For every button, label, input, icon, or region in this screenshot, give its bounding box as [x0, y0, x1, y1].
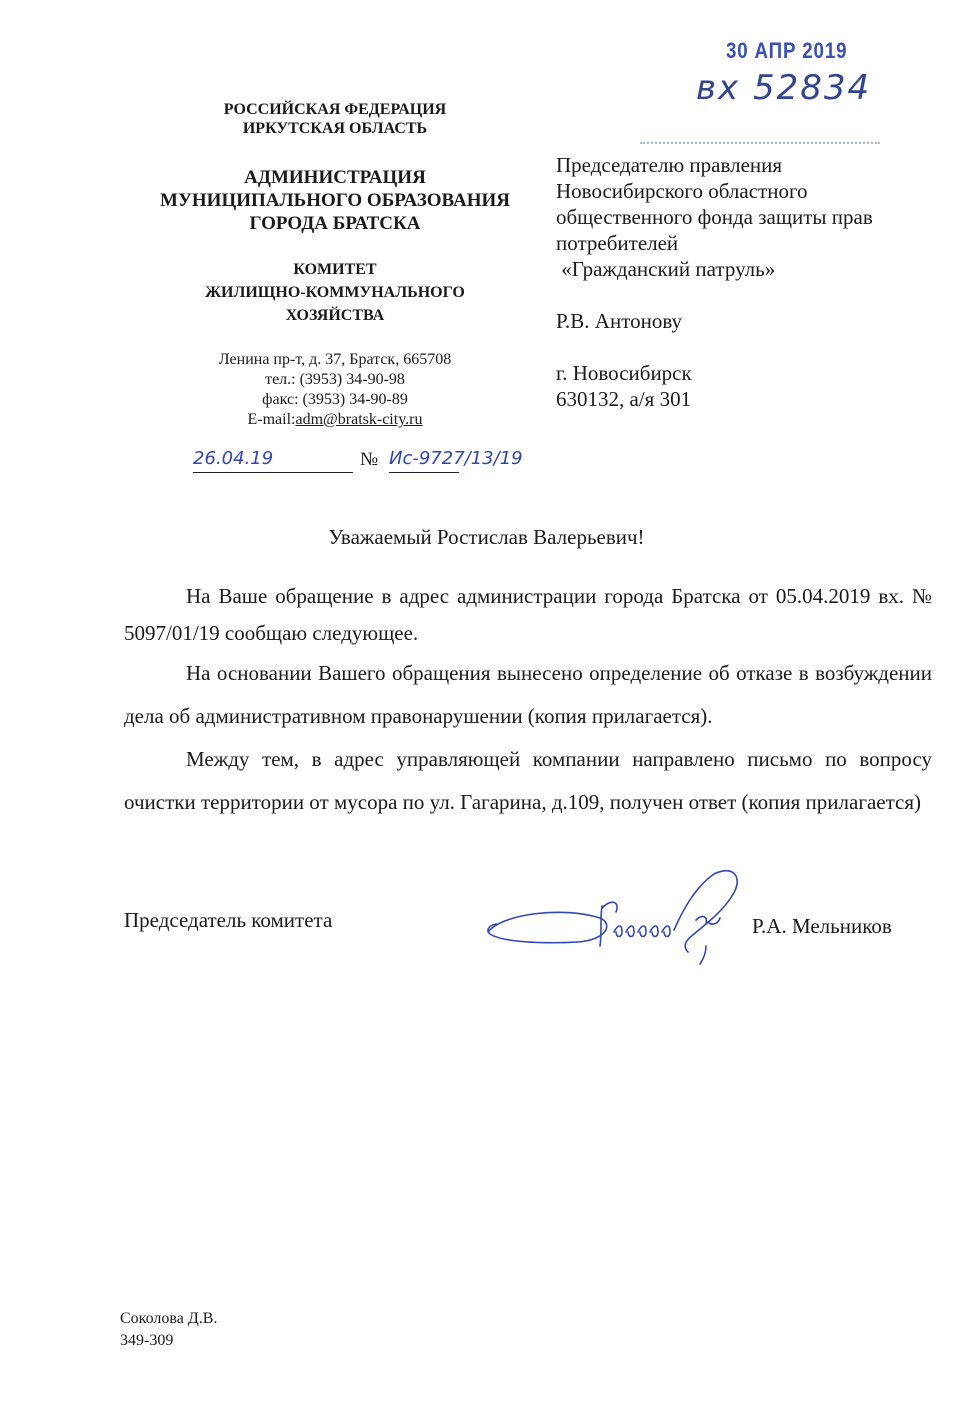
committee-line-3: ХОЗЯЙСТВА [285, 307, 385, 324]
executor-footer [120, 1308, 217, 1352]
sender-phone: тел.: (3953) 34-90-98 [265, 371, 405, 388]
registration-date: 26.04.19 [193, 448, 353, 473]
sender-fax: факс: (3953) 34-90-89 [262, 391, 408, 408]
registration-number-underline [389, 472, 459, 473]
addressee-line-2: Новосибирского областного [556, 179, 808, 203]
sender-region: ИРКУТСКАЯ ОБЛАСТЬ [242, 120, 428, 137]
incoming-number-handwritten: вх 52834 [696, 68, 872, 108]
addressee-city: г. Новосибирск [556, 361, 692, 385]
addressee-line-1: Председателю правления [556, 153, 783, 177]
addressee-line-4: потребителей [556, 231, 679, 255]
addressee-postal: 630132, а/я 301 [556, 387, 692, 411]
sender-country-block [110, 100, 560, 138]
addressee-line-5: «Гражданский патруль» [556, 257, 776, 281]
handwritten-signature [482, 862, 762, 972]
signatory-name: Р.А. Мельников [752, 914, 892, 938]
email-label: E-mail: [247, 411, 296, 428]
signatory-title: Председатель комитета [124, 908, 333, 932]
sender-committee-block [110, 258, 560, 327]
sender-country: РОССИЙСКАЯ ФЕДЕРАЦИЯ [223, 101, 447, 118]
committee-line-2: ЖИЛИЩНО-КОММУНАЛЬНОГО [205, 284, 465, 301]
email-link[interactable]: adm@bratsk-city.ru [295, 411, 423, 428]
executor-phone: 349-309 [120, 1332, 174, 1349]
letter-body [124, 578, 932, 824]
letter-paragraph-1: На Ваше обращение в адрес администрации города Братска от 05.04.2019 вх. № 5097/01/19 сообщаю следующее. [124, 584, 932, 645]
sender-address: Ленина пр-т, д. 37, Братск, 665708 [218, 351, 452, 368]
addressee-name: Р.В. Антонову [556, 309, 683, 333]
registration-number: Ис-9727/13/19 [389, 448, 523, 469]
letter-greeting: Уважаемый Ростислав Валерьевич! [328, 525, 645, 549]
stamp-dotted-line [640, 142, 880, 144]
received-date-stamp: 30 АПР 2019 [726, 38, 848, 63]
number-sign: № [360, 449, 379, 470]
admin-line-3: ГОРОДА БРАТСКА [249, 213, 421, 234]
letter-paragraph-2: На основании Вашего обращения вынесено определение об отказе в возбуждении дела об административном правонарушении (копия прилагается). [124, 661, 932, 728]
executor-name: Соколова Д.В. [120, 1310, 218, 1327]
sender-administration-block [110, 166, 560, 235]
addressee-block [556, 152, 936, 412]
admin-line-2: МУНИЦИПАЛЬНОГО ОБРАЗОВАНИЯ [160, 190, 510, 211]
sender-contacts [180, 350, 490, 430]
sender-email-row [180, 410, 490, 430]
letter-paragraph-3: Между тем, в адрес управляющей компании направлено письмо по вопросу очистки территории от мусора по ул. Гагарина, д.109, получен ответ (копия прилагается) [124, 747, 932, 814]
admin-line-1: АДМИНИСТРАЦИЯ [244, 167, 426, 188]
committee-line-1: КОМИТЕТ [293, 261, 377, 278]
addressee-line-3: общественного фонда защиты прав [556, 205, 873, 229]
